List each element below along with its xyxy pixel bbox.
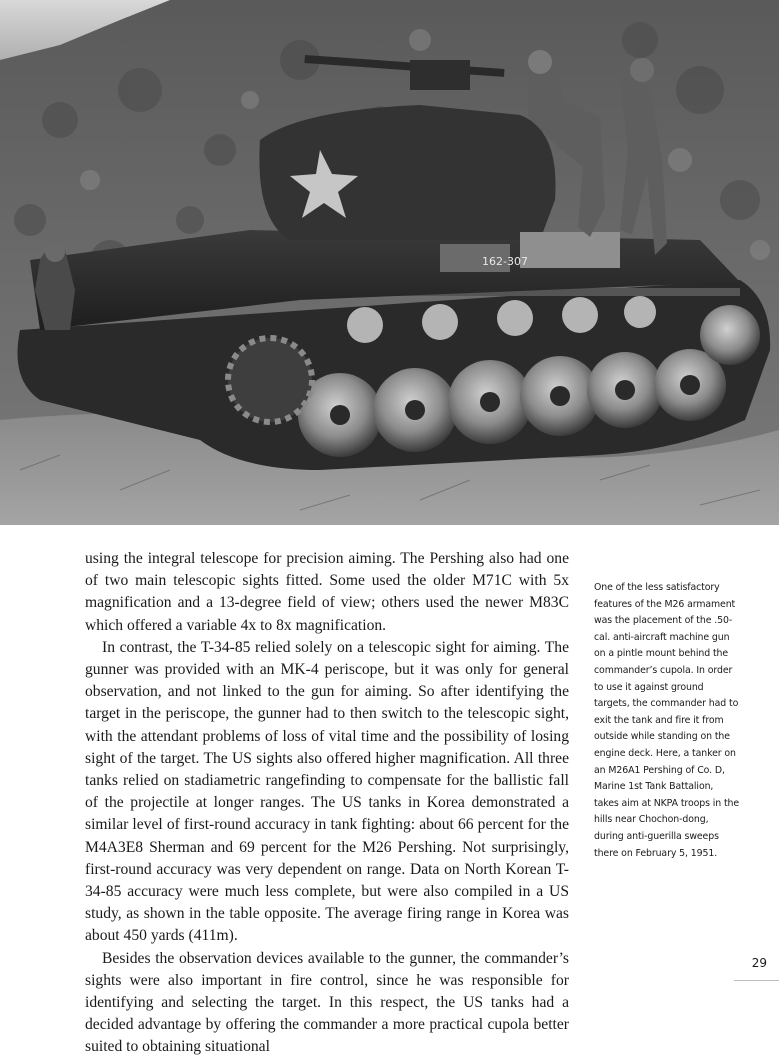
paragraph-3: Besides the observation devices available to the gunner, the commander’s sights were also important in fire control, since he was responsible for identifying and selecting the target. In this respect, the US tanks had a decided advantage by offering the commander a more practical cupola better suited to obtaining situational (85, 949, 569, 1056)
page-number-rule (734, 980, 779, 981)
tank-photo (0, 0, 779, 525)
page-number: 29 (751, 956, 767, 970)
photo-caption: One of the less satisfactory features of the M26 armament was the placement of the .50-cal. anti-aircraft machine gun on a pintle mount behind the commander’s cupola. In order to use it against ground targets, the commander had to exit the tank and fire it from outside while standing on the engine deck. Here, a tanker on an M26A1 Pershing of Co. D, Marine 1st Tank Battalion, takes aim at NKPA troops in the hills near Chochon-dong, during anti-guerilla sweeps there on February 5, 1951. (594, 582, 740, 859)
paragraph-2: In contrast, the T-34-85 relied solely on a telescopic sight for aiming. The gunner was provided with an MK-4 periscope, but it was only for general observation, and not linked to the gun for aiming. So after identifying the target in the periscope, the gunner had to then switch to the telescopic sight, with the attendant problems of loss of vital time and the possibility of losing sight of the target. The US sights also offered higher magnification. All three tanks relied on stadiametric rangefinding to compensate for the ballistic fall of the projectile at longer ranges. The US tanks in Korea demonstrated a similar level of first-round accuracy in tank fighting: about 66 percent for the M4A3E8 Sherman and 69 percent for the M26 Pershing. Not surprisingly, first-round accuracy was very dependent on range. Data on North Korean T-34-85 accuracy were much less complete, but were also compiled in a US study, as shown in the table opposite. The average firing range in Korea was about 450 yards (411m). (85, 638, 569, 945)
body-text (85, 548, 569, 1059)
hull-marking: 162-307 (482, 255, 528, 268)
tank-photo-icon (0, 0, 779, 525)
paragraph-1: using the integral telescope for precision aiming. The Pershing also had one of two main telescopic sights fitted. Some used the older M71C with 5x magnification and a 13-degree field of view; others used the newer M83C which offered a variable 4x to 8x magnification. (85, 550, 569, 634)
